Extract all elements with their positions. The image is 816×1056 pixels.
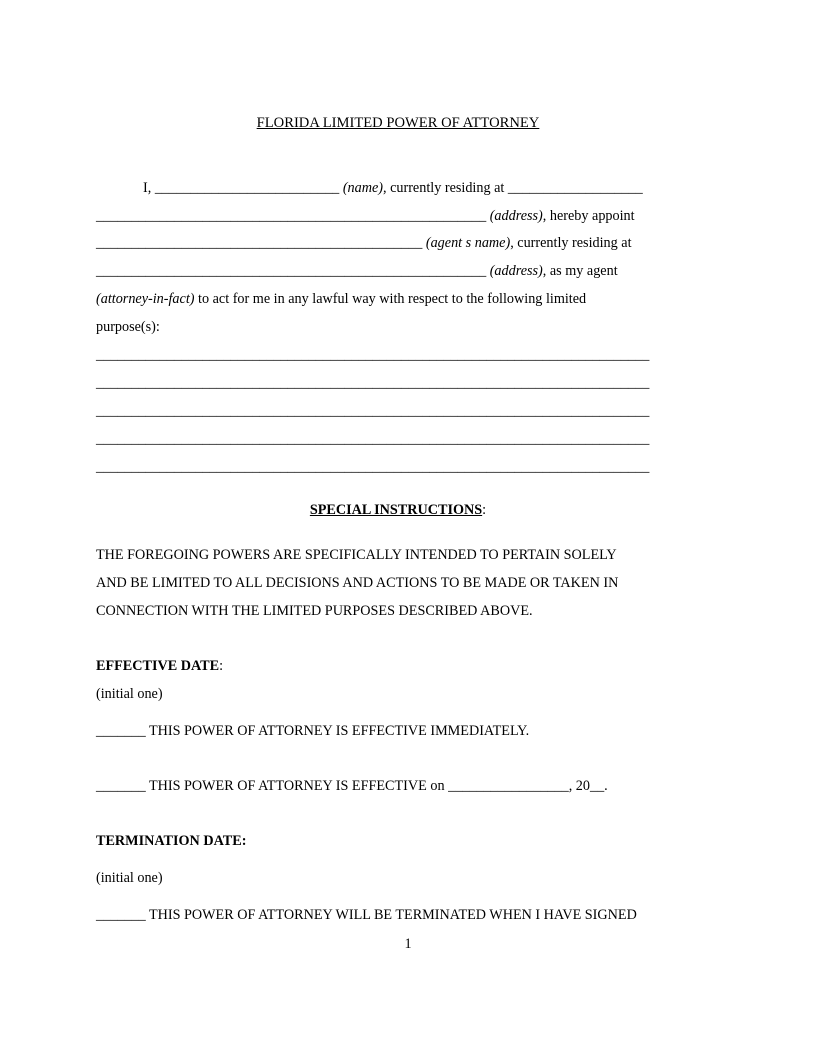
attorney-in-fact-label: (attorney-in-fact) xyxy=(96,291,195,307)
initial-blank: _______ xyxy=(96,723,146,739)
para-line-1 xyxy=(143,179,643,197)
date-blank: _________________ xyxy=(448,778,569,794)
option-text: THIS POWER OF ATTORNEY WILL BE TERMINATED WHEN I HAVE SIGNED xyxy=(145,907,637,923)
para-text: I, xyxy=(143,180,155,196)
para-text: , currently residing at xyxy=(383,180,508,196)
termination-option-signed xyxy=(96,906,637,924)
para-text: , currently residing at xyxy=(510,235,632,251)
agent-address-blank: _______________________________________________________ xyxy=(96,263,487,279)
purpose-line: ______________________________________________________________________________ xyxy=(96,347,650,363)
address-blank: _______________________________________________________ xyxy=(96,208,487,224)
para-line-3 xyxy=(96,234,632,252)
purpose-line: ______________________________________________________________________________ xyxy=(96,431,650,447)
residence-blank: ___________________ xyxy=(507,180,643,196)
effective-heading-text: EFFECTIVE DATE xyxy=(96,658,220,674)
option-text: THIS POWER OF ATTORNEY IS EFFECTIVE xyxy=(145,778,427,794)
initial-blank: _______ xyxy=(96,778,146,794)
initial-blank: _______ xyxy=(96,907,146,923)
para-line-6: purpose(s): xyxy=(96,319,160,335)
para-line-5 xyxy=(96,290,586,308)
agent-name-label: (agent s name) xyxy=(425,235,511,251)
address-label: (address) xyxy=(489,208,543,224)
para-text: to act for me in any lawful way with respect to the following limited xyxy=(194,291,587,307)
purpose-line: ______________________________________________________________________________ xyxy=(96,375,650,391)
special-heading-text: SPECIAL INSTRUCTIONS xyxy=(309,502,483,518)
name-blank: __________________________ xyxy=(154,180,340,196)
special-instructions-heading xyxy=(0,501,796,519)
termination-date-heading: TERMINATION DATE: xyxy=(96,833,247,849)
effective-option-date xyxy=(96,777,608,795)
special-line: CONNECTION WITH THE LIMITED PURPOSES DESCRIBED ABOVE. xyxy=(96,603,533,619)
para-text: , hereby appoint xyxy=(542,208,635,224)
special-line: AND BE LIMITED TO ALL DECISIONS AND ACTIONS TO BE MADE OR TAKEN IN xyxy=(96,575,619,591)
agent-name-blank: ______________________________________________ xyxy=(96,235,423,251)
purpose-line: ______________________________________________________________________________ xyxy=(96,403,650,419)
page-number: 1 xyxy=(404,936,412,952)
para-line-2 xyxy=(96,207,635,225)
special-heading-colon: : xyxy=(482,502,487,518)
purpose-line: ______________________________________________________________________________ xyxy=(96,459,650,475)
effective-heading-colon: : xyxy=(219,658,224,674)
name-label: (name) xyxy=(342,180,383,196)
effective-date-heading xyxy=(96,657,223,675)
special-line: THE FOREGOING POWERS ARE SPECIFICALLY INTENDED TO PERTAIN SOLELY xyxy=(96,547,617,563)
termination-initial-note: (initial one) xyxy=(96,870,163,886)
effective-initial-note: (initial one) xyxy=(96,686,163,702)
year-blank: , 20__. xyxy=(568,778,608,794)
option-text: on xyxy=(426,778,449,794)
document-title: FLORIDA LIMITED POWER OF ATTORNEY xyxy=(256,115,540,131)
agent-address-label: (address) xyxy=(489,263,543,279)
para-line-4 xyxy=(96,262,618,280)
option-text: THIS POWER OF ATTORNEY IS EFFECTIVE IMMEDIATELY. xyxy=(145,723,530,739)
effective-option-immediately xyxy=(96,722,529,740)
para-text: , as my agent xyxy=(542,263,618,279)
